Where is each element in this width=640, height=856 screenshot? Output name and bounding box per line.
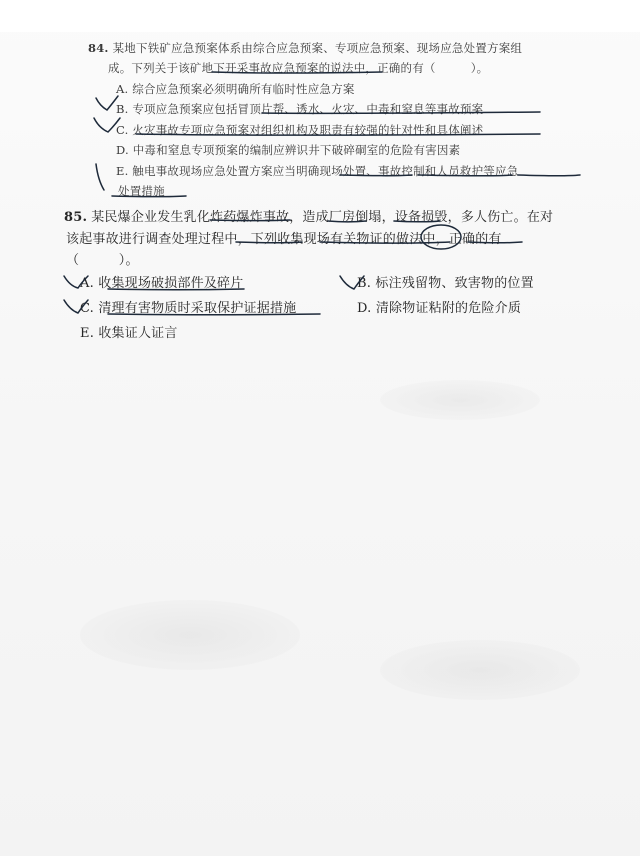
- q84-option-b: B. 专项应急预案应包括冒顶片帮、透水、火灾、中毒和窒息等事故预案: [116, 102, 484, 116]
- q85-stem-line-3: （ ）。: [66, 253, 139, 268]
- q85-option-c: C. 清理有害物质时采取保护证据措施: [80, 301, 297, 316]
- q85-option-d: D. 清除物证粘附的危险介质: [357, 301, 522, 316]
- q85-stem-text-1: 某民爆企业发生乳化炸药爆炸事故，造成厂房倒塌，设备损毁，多人伤亡。在对: [91, 210, 554, 225]
- q85-stem-line-1: [64, 206, 553, 225]
- pen-underline: [518, 175, 580, 176]
- q85-number: 85.: [64, 210, 88, 225]
- q85-option-e: E. 收集证人证言: [80, 326, 178, 341]
- scan-smudge: [380, 380, 540, 420]
- q84-option-e-continued: 处置措施: [118, 184, 165, 198]
- q85-stem-line-2: 该起事故进行调查处理过程中，下列收集现场有关物证的做法中，正确的有: [66, 232, 502, 247]
- check-mark-icon: [96, 164, 104, 190]
- q84-stem-text-1: 某地下铁矿应急预案体系由综合应急预案、专项应急预案、现场应急处置方案组: [112, 41, 523, 55]
- q84-option-c: C. 火灾事故专项应急预案对组织机构及职责有较强的针对性和具体阐述: [116, 123, 484, 137]
- top-margin: [0, 0, 640, 32]
- scan-smudge: [380, 640, 580, 700]
- scan-smudge: [80, 600, 300, 670]
- q85-option-a: A. 收集现场破损部件及碎片: [80, 276, 244, 291]
- q84-option-a: A. 综合应急预案必须明确所有临时性应急方案: [116, 82, 355, 96]
- check-mark-icon: [96, 96, 118, 110]
- q84-option-e: E. 触电事故现场应急处置方案应当明确现场处置、事故控制和人员救护等应急: [116, 164, 519, 178]
- q84-option-d: D. 中毒和窒息专项预案的编制应辨识井下破碎硐室的危险有害因素: [116, 143, 461, 157]
- q84-stem-line-2: 成。下列关于该矿地下开采事故应急预案的说法中，正确的有（ ）。: [108, 61, 489, 75]
- q85-option-b: B. 标注残留物、致害物的位置: [357, 276, 534, 291]
- q84-number: 84.: [88, 41, 109, 55]
- q84-stem-line-1: [88, 40, 522, 56]
